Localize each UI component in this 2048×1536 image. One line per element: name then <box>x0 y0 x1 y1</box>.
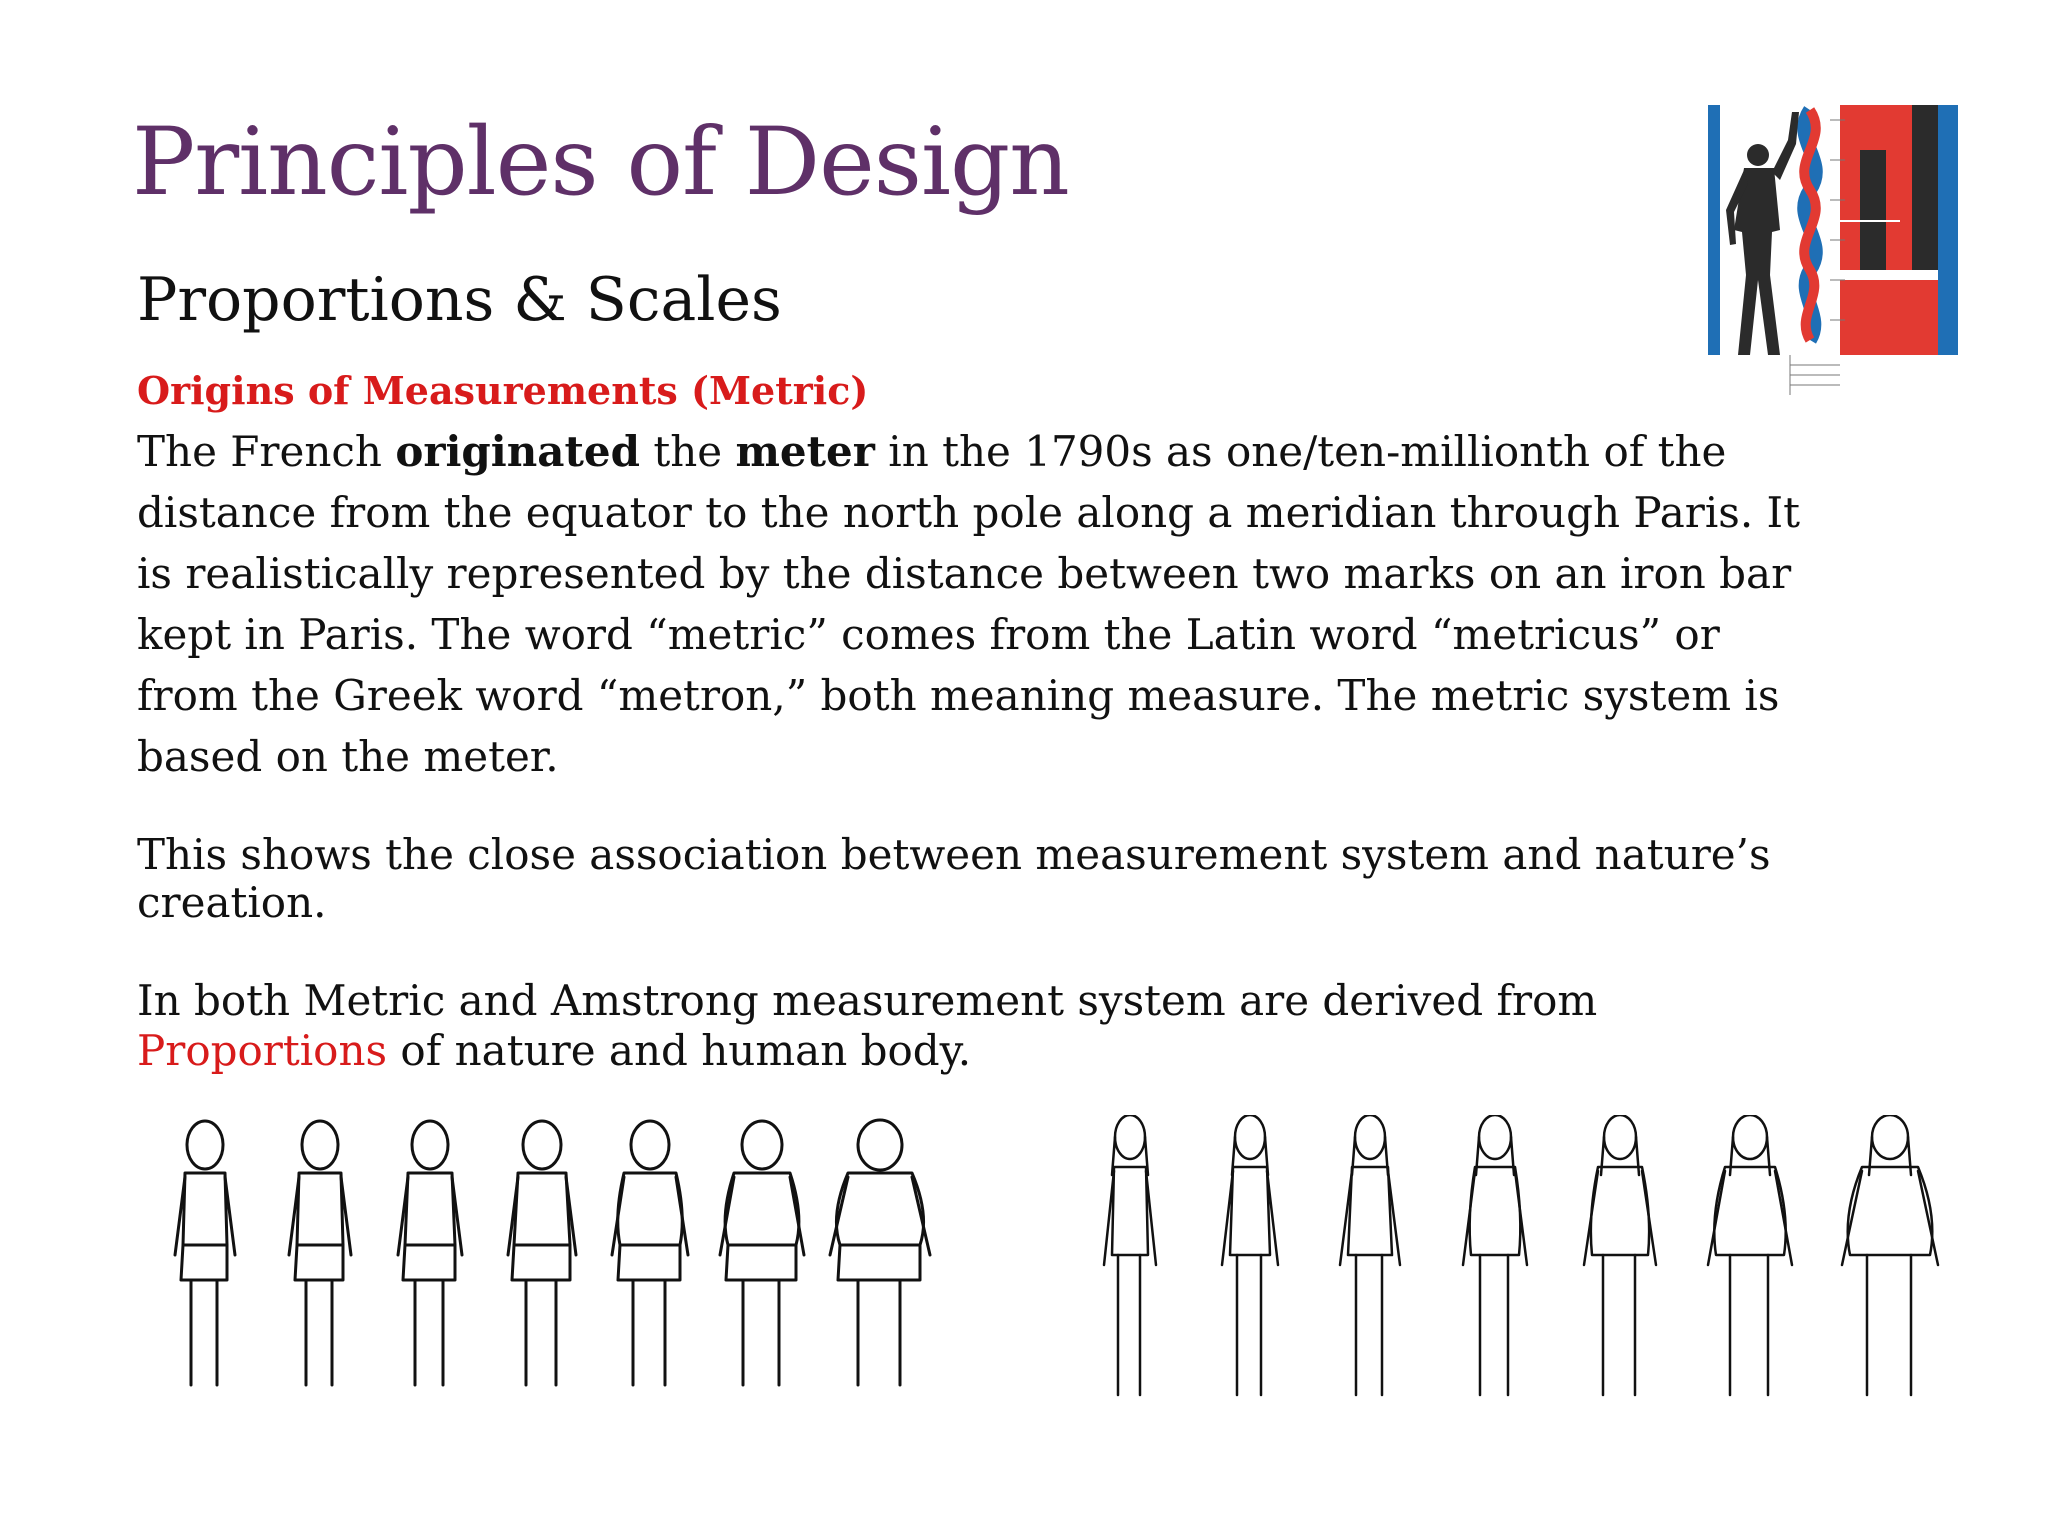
boy-figure-7 <box>830 1120 930 1385</box>
para1-line5: from the Greek word “metron,” both meaning measure. The metric system is <box>137 671 1780 720</box>
boy-figure-1 <box>175 1121 235 1385</box>
para3-line1: In both Metric and Amstrong measurement system are derived from <box>137 976 1598 1025</box>
para1-line3: is realistically represented by the distance between two marks on an iron bar <box>137 549 1792 598</box>
para1-line4: kept in Paris. The word “metric” comes from the Latin word “metricus” or <box>137 610 1720 659</box>
para2-line2: creation. <box>137 878 327 927</box>
girl-figure-2 <box>1222 1115 1278 1395</box>
boy-figure-3 <box>398 1121 462 1385</box>
boy-figure-2 <box>289 1121 351 1385</box>
para1-line6: based on the meter. <box>137 732 559 781</box>
modulor-figure-icon <box>1700 100 1965 400</box>
section-heading: Origins of Measurements (Metric) <box>137 368 869 413</box>
paragraph-proportions <box>137 976 1957 1076</box>
para3-line2: Proportions of nature and human body. <box>137 1026 972 1075</box>
girl-figure-4 <box>1463 1115 1527 1395</box>
girl-figure-3 <box>1340 1115 1400 1395</box>
para1-line2: distance from the equator to the north pole along a meridian through Paris. It <box>137 488 1801 537</box>
para2-line1: This shows the close association between measurement system and nature’s <box>137 830 1771 879</box>
paragraph-nature-association <box>137 831 1957 927</box>
girl-figure-6 <box>1708 1115 1792 1395</box>
paragraph-metric-origin <box>137 421 1957 787</box>
para1-line1: The French originated the meter in the 1790s as one/ten-millionth of the <box>137 427 1727 476</box>
page-title: Principles of Design <box>132 108 1069 217</box>
boy-figure-6 <box>720 1121 804 1385</box>
girl-body-type-figures <box>1090 1115 1960 1415</box>
girl-figure-5 <box>1584 1115 1656 1395</box>
boy-figure-4 <box>508 1121 576 1385</box>
girl-figure-1 <box>1104 1115 1156 1395</box>
boy-figure-5 <box>612 1121 688 1385</box>
boy-body-type-figures <box>150 1115 950 1415</box>
girl-figure-7 <box>1842 1115 1938 1395</box>
subtitle: Proportions & Scales <box>137 265 782 335</box>
proportions-highlight: Proportions <box>137 1026 388 1075</box>
